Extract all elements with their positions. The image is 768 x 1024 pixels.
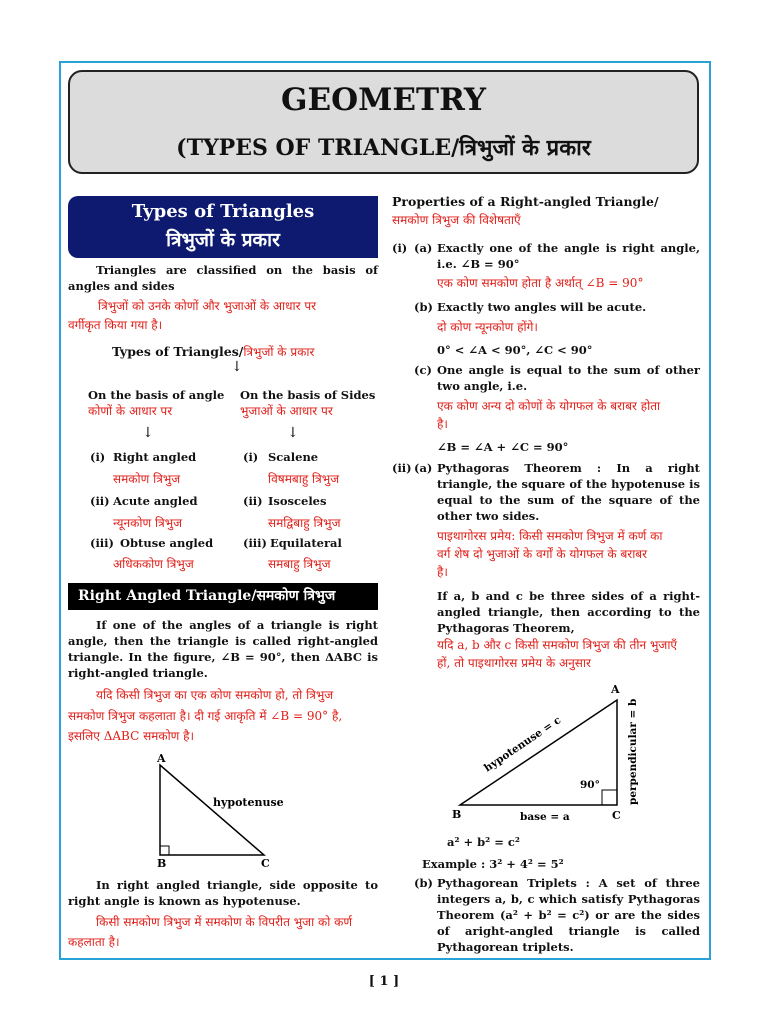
iia-if-hi-2: हों, तो पाइथागोरस प्रमेय के अनुसार	[437, 656, 591, 670]
side-num-3: (iii)	[243, 536, 267, 550]
fig-label-c: C	[612, 809, 621, 822]
hyp-para-hi-1: किसी समकोण त्रिभुज में समकोण के विपरीत भुजा को कर्ण	[96, 915, 353, 929]
intro-hi-2: वर्गीकृत किया गया है।	[68, 318, 163, 332]
ib-hi: दो कोण न्यूनकोण होंगे।	[437, 320, 538, 334]
section-i-num: (i)	[392, 241, 408, 255]
intro-hi-1: त्रिभुजों को उनके कोणों और भुजाओं के आधार पर	[98, 299, 317, 313]
iia-if-en: If a, b and c be three sides of a right-angled triangle, then according to the Pythagoras Theorem,	[437, 589, 700, 635]
angle-hi-1: समकोण त्रिभुज	[113, 472, 181, 486]
ic-hi-1: एक कोण अन्य दो कोणों के योगफल के बराबर होता	[437, 399, 661, 413]
right-angle-marker	[602, 790, 617, 805]
intro-en: Triangles are classified on the basis of angles and sides	[68, 263, 378, 293]
col2-head-hi: भुजाओं के आधार पर	[240, 404, 333, 418]
angle-num-2: (ii)	[90, 494, 110, 508]
rt-para-en: If one of the angles of a triangle is right angle, then the triangle is called right-angled triangle. In the figure, ∠B = 90°, then ΔABC is right-angled triangle.	[68, 618, 378, 680]
iib-label: (b)	[414, 876, 433, 890]
types-banner-en: Types of Triangles	[131, 201, 315, 222]
right-angle-marker	[160, 846, 169, 855]
angle-en-3: Obtuse angled	[120, 536, 214, 550]
ib-label: (b)	[414, 300, 433, 314]
fig-label-b: B	[452, 808, 462, 821]
iia-if-hi-1: यदि a, b और c किसी समकोण त्रिभुज की तीन भुजाएँ	[437, 638, 678, 652]
angle-num-1: (i)	[90, 450, 106, 464]
angle-en-2: Acute angled	[113, 494, 198, 508]
fig-hypotenuse-label: hypotenuse = c	[481, 714, 564, 775]
types-banner	[68, 196, 378, 258]
triangle-shape	[160, 765, 264, 855]
side-en-1: Scalene	[268, 450, 319, 464]
angle-num-3: (iii)	[90, 536, 114, 550]
rt-para-hi-2: समकोण त्रिभुज कहलाता है। दी गई आकृति में ∠B = 90° है,	[68, 709, 343, 723]
types-heading	[112, 341, 314, 360]
fig-label-a: A	[611, 683, 620, 696]
fig-angle-label: 90°	[580, 779, 600, 791]
iia-hi-1: पाइथागोरस प्रमेय: किसी समकोण त्रिभुज में कर्ण का	[437, 529, 663, 543]
pythagoras-figure	[450, 680, 650, 830]
fig-label-c: C	[261, 857, 270, 870]
iia-hi-2: वर्ग शेष दो भुजाओं के वर्गों के योगफल के बराबर	[437, 547, 648, 561]
side-num-1: (i)	[243, 450, 259, 464]
ia-en: Exactly one of the angle is right angle, i.e. ∠B = 90°	[437, 241, 700, 271]
right-angled-banner: Right Angled Triangle/समकोण त्रिभुज	[68, 583, 378, 610]
down-arrow-icon: ↓	[287, 425, 299, 441]
fig-base-label: base = a	[520, 811, 570, 823]
side-en-2: Isosceles	[268, 494, 327, 508]
page-number: [ 1 ]	[368, 974, 400, 989]
right-triangle-figure	[140, 750, 300, 875]
fig-label-b: B	[157, 857, 167, 870]
angle-en-1: Right angled	[113, 450, 197, 464]
section-ii-num: (ii)	[392, 461, 412, 475]
hyp-para-hi-2: कहलाता है।	[68, 935, 120, 949]
rt-para-hi-1: यदि किसी त्रिभुज का एक कोण समकोण हो, तो त्रिभुज	[96, 688, 334, 702]
title-box	[68, 70, 699, 174]
side-hi-2: समद्विबाहु त्रिभुज	[268, 516, 341, 530]
fig-label-a: A	[157, 752, 166, 765]
angle-hi-3: अधिककोण त्रिभुज	[113, 557, 194, 571]
down-arrow-icon: ↓	[231, 359, 243, 375]
types-heading-en: Types of Triangles/	[112, 344, 244, 359]
ic-equation: ∠B = ∠A + ∠C = 90°	[437, 440, 569, 454]
ic-en: One angle is equal to the sum of other two angle, i.e.	[437, 363, 700, 393]
ic-hi-2: है।	[437, 417, 448, 431]
iib-en: Pythagorean Triplets : A set of three integers a, b, c which satisfy Pythagoras Theorem (a² + b² = c²) or are the sides of aright-angled triangle is called Pythagorean triplets.	[437, 876, 700, 954]
ia-hi: एक कोण समकोण होता है अर्थात् ∠B = 90°	[437, 276, 644, 290]
ib-en: Exactly two angles will be acute.	[437, 300, 647, 314]
types-heading-hi: त्रिभुजों के प्रकार	[243, 345, 315, 359]
col1-head: On the basis of angle	[88, 388, 225, 402]
properties-heading-hi: समकोण त्रिभुज की विशेषताएँ	[392, 213, 521, 227]
fig-hypotenuse-label: hypotenuse	[213, 796, 284, 809]
page-title: GEOMETRY	[280, 82, 487, 118]
example-line: Example : 3² + 4² = 5²	[422, 857, 564, 871]
rt-para-hi-3: इसलिए ΔABC समकोण है।	[68, 729, 195, 743]
side-hi-3: समबाहु त्रिभुज	[268, 557, 331, 571]
fig-perpendicular-label: perpendicular = b	[627, 698, 639, 805]
down-arrow-icon: ↓	[142, 425, 154, 441]
side-hi-1: विषमबाहु त्रिभुज	[268, 472, 340, 486]
iia-hi-3: है।	[437, 565, 448, 579]
ic-label: (c)	[414, 363, 432, 377]
iia-label: (a)	[414, 461, 433, 475]
iia-en: Pythagoras Theorem : In a right triangle, the square of the hypotenuse is equal to the sum of the square of the other two sides.	[437, 461, 700, 523]
side-en-3: Equilateral	[270, 536, 342, 550]
hyp-para-en: In right angled triangle, side opposite to right angle is known as hypotenuse.	[68, 878, 378, 908]
properties-heading: Properties of a Right-angled Triangle/	[392, 194, 659, 209]
pythagoras-formula: a² + b² = c²	[447, 835, 520, 849]
col2-head: On the basis of Sides	[240, 388, 376, 402]
ib-inequality: 0° < ∠A < 90°, ∠C < 90°	[437, 343, 593, 357]
page-subtitle: (TYPES OF TRIANGLE/त्रिभुजों के प्रकार	[176, 135, 591, 161]
col1-head-hi: कोणों के आधार पर	[88, 404, 173, 418]
ia-label: (a)	[414, 241, 433, 255]
angle-hi-2: न्यूनकोण त्रिभुज	[113, 516, 183, 530]
side-num-2: (ii)	[243, 494, 263, 508]
types-banner-hi: त्रिभुजों के प्रकार	[166, 229, 280, 251]
